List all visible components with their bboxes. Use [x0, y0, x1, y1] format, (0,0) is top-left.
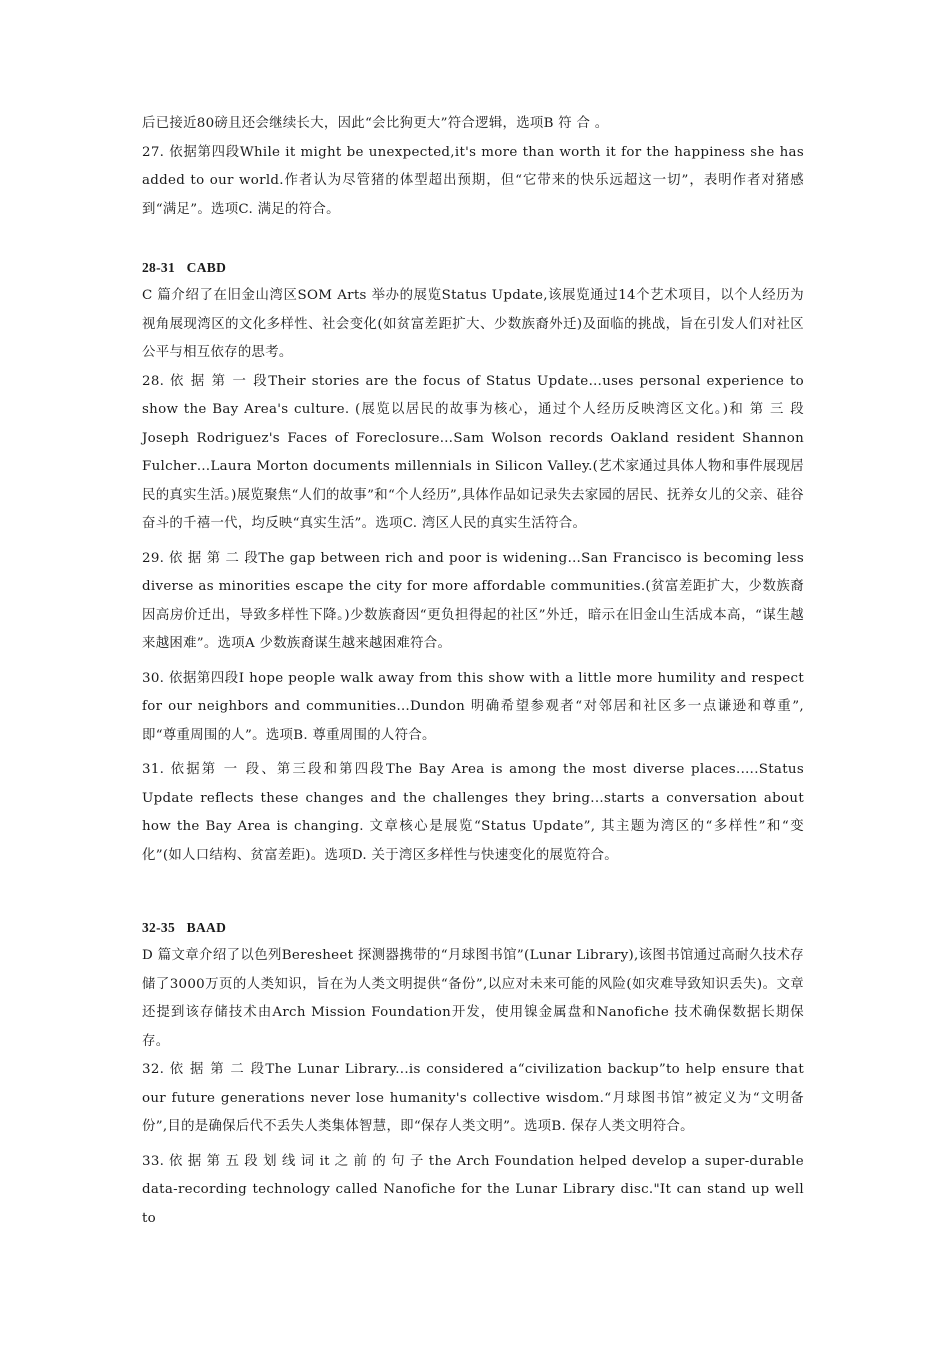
paragraph-q32: 32. 依 据 第 二 段The Lunar Library...is considered a“civilization backup”to help ensure that our future generations never lose humanity's collective wisdom.“月球图书馆”被定义为“文明备份”,目的是确保后代不丢失人类集体智慧，即“保存人类文明”。选项B. 保存人类文明符合。 — [142, 1062, 804, 1134]
paragraph-continuation: 后已接近80磅且还会继续长大，因此“会比狗更大”符合逻辑，选项B 符 合 。 — [142, 116, 609, 131]
paragraph-passage-c-summary: C 篇介绍了在旧金山湾区SOM Arts 举办的展览Status Update,该展览通过14个艺术项目，以个人经历为视角展现湾区的文化多样性、社会变化(如贫富差距扩大、少数族裔外迁)及面临的挑战，旨在引发人们对社区公平与相互依存的思考。 — [142, 288, 804, 360]
section-heading-28-31: 28-31 CABD — [142, 260, 227, 275]
paragraph-q31: 31. 依据第 一 段、第三段和第四段The Bay Area is among the most diverse places.….Status Update reflects these changes and the challenges they bring...starts a conversation about how the Bay Area is changing. 文章核心是展览“Status Update”, 其主题为湾区的“多样性”和“变化”(如人口结构、贫富差距)。选项D. 关于湾区多样性与快速变化的展览符合。 — [142, 762, 804, 863]
paragraph-q28: 28. 依 据 第 一 段Their stories are the focus of Status Update…uses personal experience to show the Bay Area's culture. (展览以居民的故事为核心，通过个人经历反映湾区文化。)和 第 三 段 Joseph Rodriguez's Faces of Foreclosure…Sam Wolson records Oakland resident Shannon Fulcher…Laura Morton documents millennials in Silicon Valley.(艺术家通过具体人物和事件展现居民的真实生活。)展览聚焦“人们的故事”和“个人经历”,具体作品如记录失去家园的居民、抚养女儿的父亲、硅谷奋斗的千禧一代，均反映“真实生活”。选项C. 湾区人民的真实生活符合。 — [142, 373, 804, 531]
paragraph-q27: 27. 依据第四段While it might be unexpected,it's more than worth it for the happiness she has added to our world.作者认为尽管猪的体型超出预期，但“它带来的快乐远超这一切”，表明作者对猪感到“满足”。选项C. 满足的符合。 — [142, 144, 804, 217]
section-heading-32-35: 32-35 BAAD — [142, 920, 227, 935]
paragraph-q29: 29. 依 据 第 二 段The gap between rich and poor is widening…San Francisco is becoming less diverse as minorities escape the city for more affordable communities.(贫富差距扩大，少数族裔因高房价迁出，导致多样性下降。)少数族裔因“更负担得起的社区”外迁，暗示在旧金山生活成本高，“谋生越来越困难”。选项A 少数族裔谋生越来越困难符合。 — [142, 550, 804, 651]
paragraph-q33: 33. 依 据 第 五 段 划 线 词 it 之 前 的 句 子 the Arch Foundation helped develop a super-durable data-recording technology called Nanofiche for the Lunar Library disc."It can stand up well to — [142, 1153, 804, 1226]
paragraph-passage-d-summary: D 篇文章介绍了以色列Beresheet 探测器携带的“月球图书馆”(Lunar Library),该图书馆通过高耐久技术存储了3000万页的人类知识，旨在为人类文明提供“备份”,以应对未来可能的风险(如灾难导致知识丢失)。文章还提到该存储技术由Arch Mission Foundation开发，使用镍金属盘和Nanofiche 技术确保数据长期保存。 — [142, 948, 804, 1049]
paragraph-q30: 30. 依据第四段I hope people walk away from this show with a little more humility and respect for our neighbors and communities…Dundon 明确希望参观者“对邻居和社区多一点谦逊和尊重”,即“尊重周围的人”。选项B. 尊重周围的人符合。 — [142, 670, 804, 743]
